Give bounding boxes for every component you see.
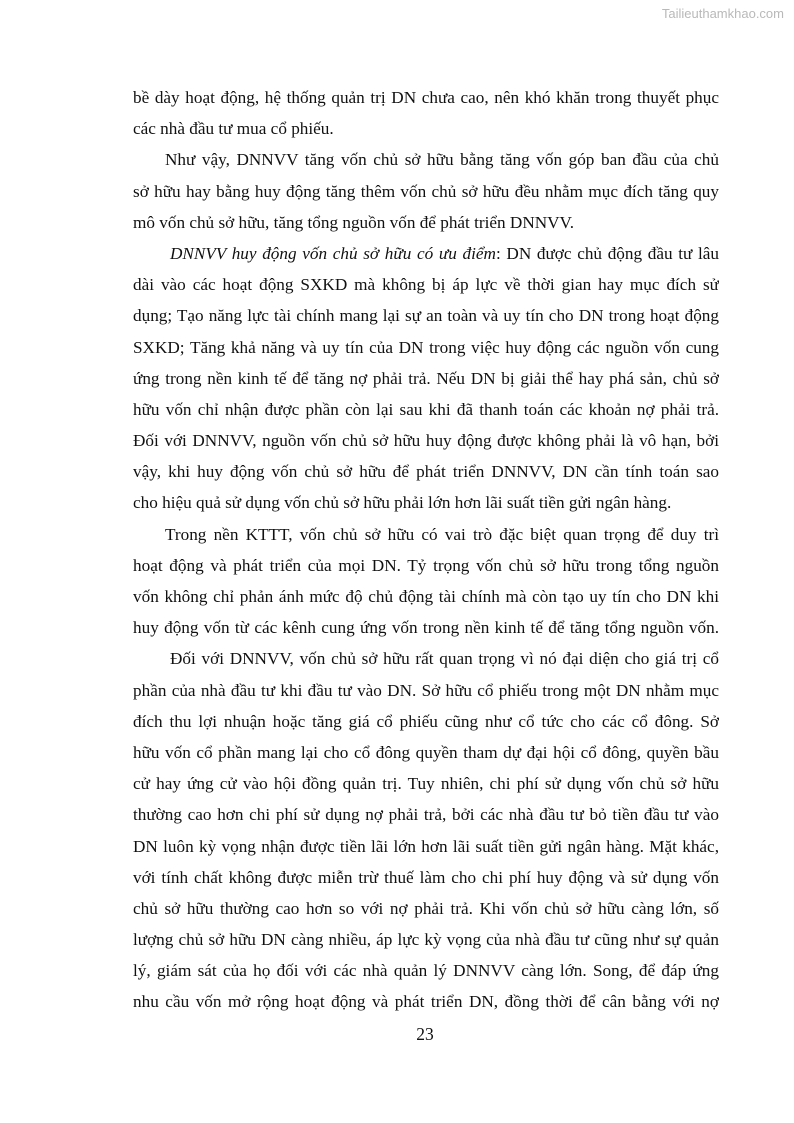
text-line: Trong nền KTTT, vốn chủ sở hữu có vai trò đặc biệt quan trọng để duy trì (165, 524, 719, 544)
lead-rest: : DN được chủ động đầu tư lâu (495, 243, 719, 263)
text-line: lượng chủ sở hữu DN càng nhiều, áp lực kỳ vọng của nhà đầu tư cũng như sự quản (133, 930, 719, 950)
text-line: Như vậy, DNNVV tăng vốn chủ sở hữu bằng tăng vốn góp ban đầu của chủ (165, 150, 719, 170)
text-line: Đối với DNNVV, nguồn vốn chủ sở hữu huy động được không phải là vô hạn, bởi (133, 431, 719, 451)
text-line: hoạt động và phát triển của mọi DN. Tỷ trọng vốn chủ sở hữu trong tổng nguồn (133, 555, 719, 575)
text-line: lý, giám sát của họ đối với các nhà quản lý DNNVV càng lớn. Song, để đáp ứng (133, 961, 719, 981)
text-line: hữu vốn chỉ nhận được phần còn lại sau khi đã thanh toán các khoản nợ phải trả. (133, 399, 719, 419)
page-number: 23 (416, 1024, 434, 1044)
text-line: phần của nhà đầu tư khi đầu tư vào DN. Sở hữu cổ phiếu trong một DN nhằm mục (133, 680, 719, 700)
text-line: các nhà đầu tư mua cổ phiếu. (133, 119, 334, 139)
document-body (133, 82, 719, 1018)
text-line: thường cao hơn chi phí sử dụng nợ phải trả, bởi các nhà đầu tư bỏ tiền đầu tư vào (133, 805, 719, 825)
text-line: bề dày hoạt động, hệ thống quản trị DN chưa cao, nên khó khăn trong thuyết phục (133, 88, 719, 107)
text-line: mô vốn chủ sở hữu, tăng tổng nguồn vốn để phát triển DNNVV. (133, 212, 575, 232)
text-line: Đối với DNNVV, vốn chủ sở hữu rất quan trọng vì nó đại diện cho giá trị cổ (170, 649, 719, 669)
text-line: DN luôn kỳ vọng nhận được tiền lãi lớn hơn lãi suất tiền gửi ngân hàng. Mặt khác, (133, 836, 719, 856)
text-line: đích thu lợi nhuận hoặc tăng giá cổ phiếu cũng như cổ tức cho các cổ đông. Sở (133, 711, 719, 731)
italic-lead: DNNVV huy động vốn chủ sở hữu có ưu điểm (170, 243, 496, 263)
text-line: nhu cầu vốn mở rộng hoạt động và phát triển DN, đồng thời để cân bằng với nợ (133, 992, 719, 1012)
text-line: huy động vốn từ các kênh cung ứng vốn trong nền kinh tế để tăng tổng nguồn vốn. (133, 618, 719, 638)
text-line: vậy, khi huy động vốn chủ sở hữu để phát triển DNNVV, DN cần tính toán sao (133, 462, 719, 482)
text-line: SXKD; Tăng khả năng và uy tín của DN trong việc huy động các nguồn vốn cung (133, 337, 719, 357)
text-line: với tính chất không được miễn trừ thuế làm cho chi phí huy động và sử dụng vốn (133, 867, 719, 887)
text-line: chủ sở hữu thường cao hơn so với nợ phải trả. Khi vốn chủ sở hữu càng lớn, số (133, 898, 719, 918)
text-line (133, 238, 719, 269)
text-line: vốn không chỉ phản ánh mức độ chủ động tài chính mà còn tạo uy tín cho DN khi (133, 587, 719, 606)
text-line: hữu vốn cổ phần mang lại cho cổ đông quyền tham dự đại hội cổ đông, quyền bầu (133, 742, 719, 762)
text-line: ứng trong nền kinh tế để tăng nợ phải trả. Nếu DN bị giải thể hay phá sản, chủ sở (133, 368, 719, 388)
watermark: Tailieuthamkhao.com (661, 6, 784, 21)
text-line: dài vào các hoạt động SXKD mà không bị áp lực về thời gian hay mục đích sử (133, 275, 719, 295)
text-line: dụng; Tạo năng lực tài chính mang lại sự an toàn và uy tín cho DN trong hoạt động (133, 306, 719, 326)
text-line: cử hay ứng cử vào hội đồng quản trị. Tuy nhiên, chi phí sử dụng vốn chủ sở hữu (133, 774, 719, 794)
text-line: cho hiệu quả sử dụng vốn chủ sở hữu phải lớn hơn lãi suất tiền gửi ngân hàng. (133, 493, 672, 513)
text-line: sở hữu hay bằng huy động tăng thêm vốn chủ sở hữu đều nhằm mục đích tăng quy (133, 181, 719, 201)
